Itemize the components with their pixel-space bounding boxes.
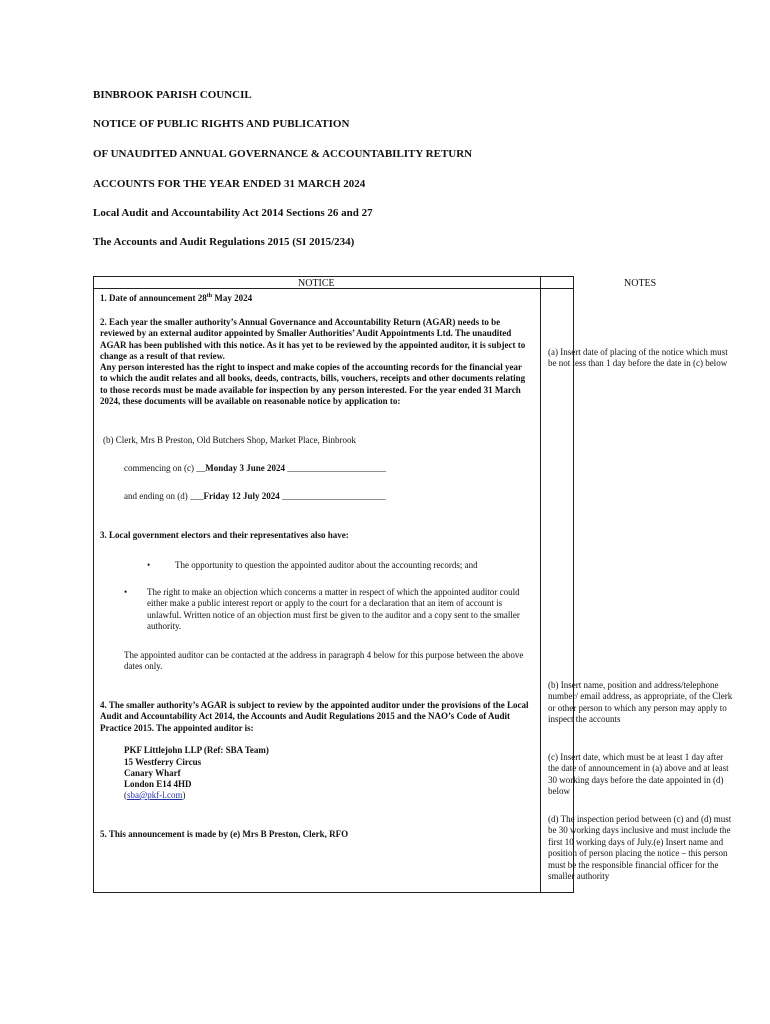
commencing-date: Monday 3 June 2024 — [205, 463, 285, 473]
note-c: (c) Insert date, which must be at least 1 day after the date of announcement in (a) above and at least 30 working days before the date appointed in (d) below — [548, 752, 729, 797]
notice-column-header: NOTICE — [298, 278, 335, 289]
bullet-marker-2: • — [124, 587, 128, 597]
note-d: (d) The inspection period between (c) and (d) must be 30 working days inclusive and must include the first 10 working days of July.(e) Insert name and position of person placing the notice – this person must be the responsible financial officer for the smaller authority — [548, 814, 732, 882]
ending-suffix: _______________________ — [279, 491, 386, 501]
ending-date: Friday 12 July 2024 — [203, 491, 280, 501]
column-divider — [540, 276, 541, 893]
regulations-reference: The Accounts and Audit Regulations 2015 (SI 2015/234) — [93, 236, 355, 248]
announcement-date — [100, 291, 530, 304]
auditor-email-link[interactable]: sba@pkf-l.com — [127, 790, 183, 800]
note-a: (a) Insert date of placing of the notice which must be not less than 1 day before the date in (c) below — [548, 347, 728, 369]
question-auditor-bullet: The opportunity to question the appointed auditor about the accounting records; and — [175, 560, 478, 570]
council-name: BINBROOK PARISH COUNCIL — [93, 89, 252, 101]
auditor-address-line2: Canary Wharf — [124, 768, 181, 778]
notes-column-header: NOTES — [624, 278, 657, 289]
announcement-date-suffix: May 2024 — [212, 293, 253, 303]
inspection-contact: (b) Clerk, Mrs B Preston, Old Butchers Shop, Market Place, Binbrook — [103, 435, 356, 445]
commencing-prefix: commencing on (c) __ — [124, 463, 206, 473]
notice-title-line2: OF UNAUDITED ANNUAL GOVERNANCE & ACCOUNTABILITY RETURN — [93, 148, 473, 160]
note-b: (b) Insert name, position and address/telephone number/ email address, as appropriate, of the Clerk or other person to which any person may apply to inspect the accounts — [548, 680, 733, 725]
inspection-rights-paragraph: Any person interested has the right to inspect and make copies of the accounting records for the financial year to which the audit relates and all books, deeds, contracts, bills, vouchers, receipts and other documents relating to those records must be made available for inspection by any person interested. For the year ended 31 March 2024, these documents will be available on reasonable notice by application to: — [100, 362, 526, 406]
ending-date-line — [124, 491, 534, 502]
auditor-address-line1: 15 Westferry Circus — [124, 757, 202, 767]
bullet-marker-1: • — [147, 560, 151, 570]
announcement-date-sup: th — [206, 293, 213, 299]
ending-prefix: and ending on (d) ___ — [124, 491, 204, 501]
announcement-made-by: 5. This announcement is made by (e) Mrs B Preston, Clerk, RFO — [100, 829, 349, 839]
notice-title-line1: NOTICE OF PUBLIC RIGHTS AND PUBLICATION — [93, 118, 350, 130]
auditor-address-line3: London E14 4HD — [124, 779, 192, 789]
objection-right-bullet: The right to make an objection which concerns a matter in respect of which the appointed auditor could either make a public interest report or apply to the court for a declaration that an item of account is unlawful. Written notice of an objection must first be given to the auditor and a copy sent to the smaller authority. — [147, 587, 520, 631]
announcement-date-prefix: 1. Date of announcement 28 — [100, 293, 207, 303]
agar-review-paragraph: 2. Each year the smaller authority’s Annual Governance and Accountability Return (AGAR) needs to be reviewed by an external auditor appointed by Smaller Authorities’ Audit Appointments Ltd. The unaudited AGAR has been published with this notice. As it has yet to be reviewed by the appointed auditor, it is subject to change as a result of that review. — [100, 317, 526, 361]
act-reference: Local Audit and Accountability Act 2014 Sections 26 and 27 — [93, 207, 373, 219]
email-open-paren: ( — [124, 790, 127, 800]
notice-title-line3: ACCOUNTS FOR THE YEAR ENDED 31 MARCH 2024 — [93, 178, 366, 190]
commencing-date-line — [124, 463, 534, 474]
auditor-name: PKF Littlejohn LLP (Ref: SBA Team) — [124, 745, 269, 755]
auditor-contact-note: The appointed auditor can be contacted at the address in paragraph 4 below for this purpose between the above dates only. — [124, 650, 524, 672]
electors-rights-heading: 3. Local government electors and their representatives also have: — [100, 530, 349, 540]
auditor-email-line — [124, 790, 424, 801]
email-close-paren: ) — [182, 790, 186, 800]
commencing-suffix: ______________________ — [285, 463, 387, 473]
auditor-review-paragraph: 4. The smaller authority’s AGAR is subject to review by the appointed auditor under the provisions of the Local Audit and Accountability Act 2014, the Accounts and Audit Regulations 2015 and the NAO’s Code of Audit Practice 2015. The appointed auditor is: — [100, 700, 529, 733]
